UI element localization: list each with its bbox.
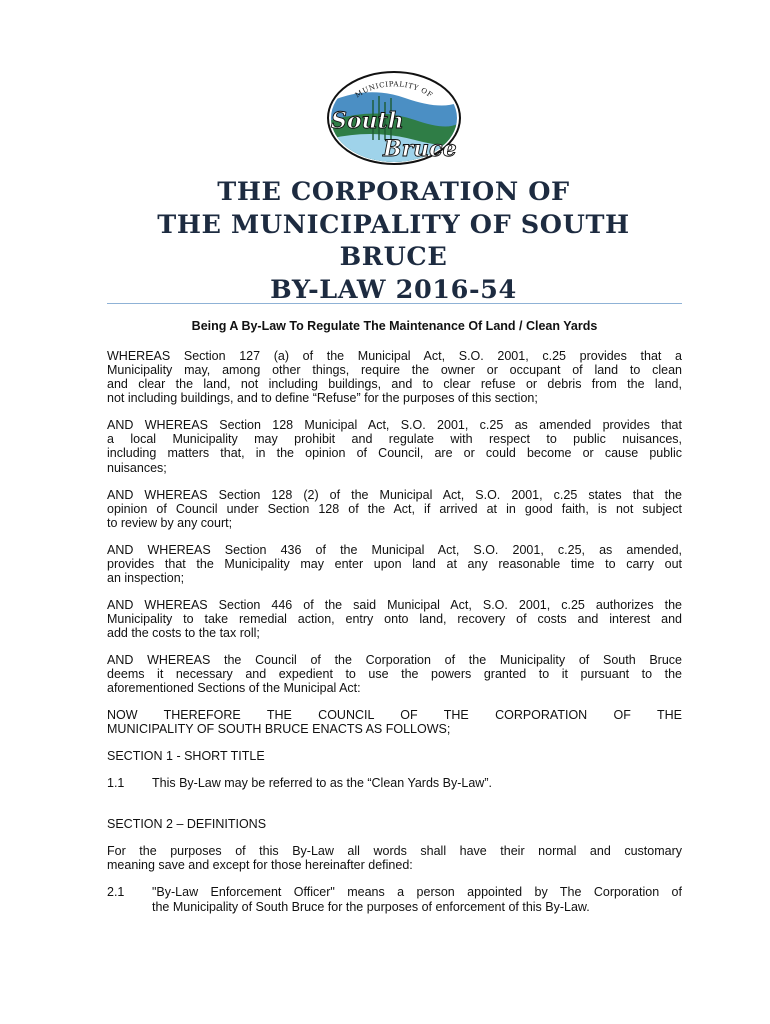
clause-text: This By-Law may be referred to as the “Clean Yards By-Law”. (152, 776, 492, 791)
text-line: aforementioned Sections of the Municipal Act: (107, 681, 361, 696)
title-divider (107, 303, 682, 304)
text-line: not including buildings, and to define “Refuse” for the purposes of this section; (107, 391, 538, 406)
paragraph-whereas-436 (107, 543, 682, 585)
text-line: a local Municipality may prohibit and regulate with respect to public nuisances, (107, 432, 682, 447)
south-bruce-seal-icon (325, 70, 463, 166)
title-line: THE MUNICIPALITY OF SOUTH (157, 209, 630, 240)
text-line: provides that the Municipality may enter upon land at any reasonable time to carry out (107, 556, 682, 571)
document-title (0, 176, 770, 306)
clause-number: 1.1 (107, 776, 125, 791)
clause-number: 2.1 (107, 885, 125, 900)
text-line: opinion of Council under Section 128 of the Act, if arrived at in good faith, is not subject (107, 501, 682, 516)
paragraph-whereas-council (107, 653, 682, 695)
text-line: to review by any court; (107, 515, 233, 530)
title-line: BRUCE (339, 242, 448, 272)
text-line: AND WHEREAS Section 128 (2) of the Municipal Act, S.O. 2001, c.25 states that the (107, 487, 682, 502)
text-line: and clear the land, not including buildings, and to clear refuse or debris from the land, (107, 377, 682, 392)
text-line: the Municipality of South Bruce for the purposes of enforcement of this By-Law. (152, 899, 590, 914)
document-body (107, 349, 682, 914)
text-line: AND WHEREAS the Council of the Corporation of the Municipality of South Bruce (107, 653, 682, 668)
title-line: THE CORPORATION OF (217, 177, 570, 207)
title-line: BY-LAW 2016-54 (270, 274, 517, 305)
paragraph-whereas-127 (107, 349, 682, 405)
paragraph-whereas-128-2 (107, 488, 682, 530)
text-line: Municipality to take remedial action, entry onto land, recovery of costs and interest and (107, 611, 682, 626)
paragraph-enacts (107, 708, 682, 736)
logo-word-bruce: Bruce (383, 136, 457, 162)
logo-arc-text: MUNICIPALITY OF (353, 80, 435, 100)
text-line: deems it necessary and expedient to use the powers granted to it pursuant to the (107, 667, 682, 682)
text-line: WHEREAS Section 127 (a) of the Municipal Act, S.O. 2001, c.25 provides that a (107, 349, 682, 363)
text-line: AND WHEREAS Section 128 Municipal Act, S.O. 2001, c.25 as amended provides that (107, 418, 682, 433)
text-line: MUNICIPALITY OF SOUTH BRUCE ENACTS AS FOLLOWS; (107, 722, 451, 737)
text-line: nuisances; (107, 460, 167, 475)
clause-2-1 (107, 885, 682, 913)
text-line: NOW THEREFORE THE COUNCIL OF THE CORPORATION OF THE (107, 708, 682, 723)
text-line: including matters that, in the opinion of Council, are or could become or cause public (107, 446, 682, 461)
section-1-heading: SECTION 1 - SHORT TITLE (107, 749, 265, 764)
text-line: Municipality may, among other things, require the owner or occupant of land to clean (107, 363, 682, 378)
text-line: an inspection; (107, 570, 185, 585)
text-line: AND WHEREAS Section 446 of the said Municipal Act, S.O. 2001, c.25 authorizes the (107, 597, 682, 612)
text-line: "By-Law Enforcement Officer" means a person appointed by The Corporation of (152, 885, 682, 900)
logo-word-south: South (331, 108, 404, 134)
section-2-heading: SECTION 2 – DEFINITIONS (107, 817, 267, 832)
paragraph-whereas-128 (107, 418, 682, 474)
municipality-logo (325, 70, 463, 166)
text-line: add the costs to the tax roll; (107, 626, 260, 641)
text-line: meaning save and except for those hereinafter defined: (107, 858, 413, 873)
definitions-intro (107, 844, 682, 872)
clause-1-1 (107, 776, 682, 790)
clause-text (152, 885, 682, 913)
paragraph-whereas-446 (107, 598, 682, 640)
text-line: AND WHEREAS Section 436 of the Municipal Act, S.O. 2001, c.25, as amended, (107, 542, 682, 557)
text-line: For the purposes of this By-Law all words shall have their normal and customary (107, 844, 682, 859)
bylaw-subtitle: Being A By-Law To Regulate The Maintenance Of Land / Clean Yards (191, 319, 598, 333)
